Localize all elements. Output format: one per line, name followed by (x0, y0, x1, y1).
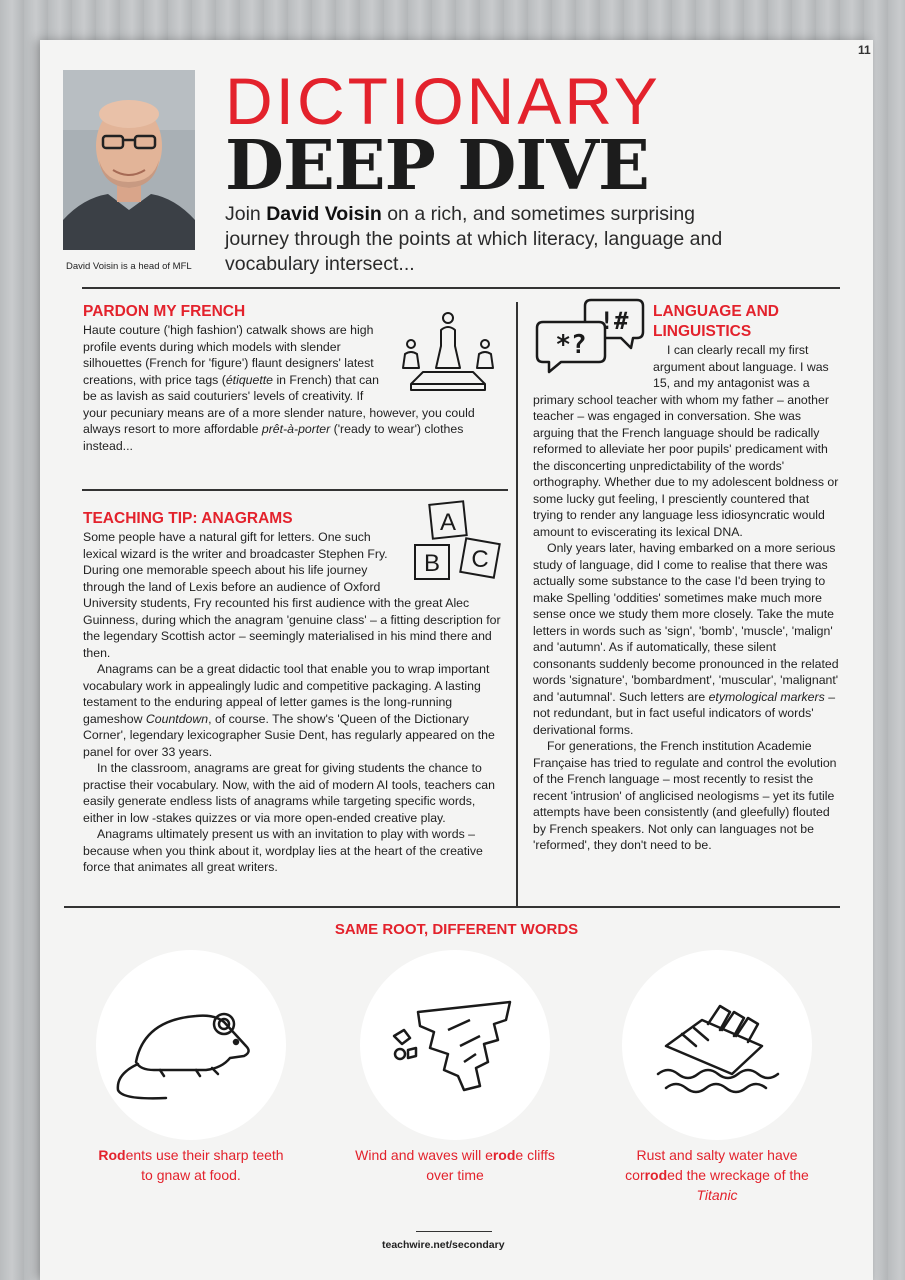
anagrams-countdown: Countdown (145, 711, 209, 726)
anagrams-section (83, 509, 507, 876)
abc-blocks-icon (411, 499, 507, 589)
caption-3-post: ed the wreckage of the (667, 1167, 809, 1183)
caption-3-pre: Rust and salty water have cor (625, 1147, 798, 1183)
speech-bubbles-icon (533, 298, 647, 378)
linguistics-heading-1: LANGUAGE AND (653, 303, 780, 320)
caption-3-titanic: Titanic (696, 1187, 738, 1203)
linguistics-body (533, 302, 841, 854)
footer-url[interactable]: teachwire.net/secondary (382, 1239, 505, 1251)
anagrams-heading: TEACHING TIP: ANAGRAMS (83, 510, 293, 527)
block-letter-a: A (439, 509, 457, 536)
column-divider (516, 302, 518, 907)
magazine-page (40, 40, 873, 1280)
anagrams-p2 (83, 661, 507, 760)
pardon-heading: PARDON MY FRENCH (83, 303, 246, 320)
caption-2-post: e cliffs over time (426, 1147, 555, 1183)
footer-rule (416, 1231, 492, 1232)
linguistics-p2-text-1: Only years later, having embarked on a more serious study of language, did I come to realise that there was actually some substance to the case I'd been trying to make Spelling 'oddities' sometimes make much more sense once we study them more closely. Take the mute letters in words such as 'sign', 'bomb', 'muscle', 'malign' and 'autumn'. As if automatically, these silent consonants suddenly become pronounced in the related words 'signature', 'bombardment', 'muscular', 'malignant' and 'autumnal'. Such letters are (533, 541, 839, 704)
bubble-symbols-1: !# (599, 307, 629, 335)
cliff-circle (360, 950, 550, 1140)
linguistics-heading-2: LINGUISTICS (653, 323, 752, 340)
title-line-2: DEEP DIVE (225, 126, 649, 206)
bottom-divider (64, 906, 840, 908)
linguistics-p2 (533, 540, 841, 738)
linguistics-p2-text-2: – not redundant, but in fact useful indicators of words' derivational forms. (533, 689, 836, 737)
pardon-etiquette: étiquette (225, 372, 274, 387)
rodent-circle (96, 950, 286, 1140)
pardon-body (83, 322, 503, 454)
left-section-divider (82, 489, 508, 491)
intro-post: on a rich, and sometimes surprising journey through the points at which literacy, language and vocabulary intersect... (225, 203, 723, 275)
caption-erode (355, 1145, 555, 1185)
eroding-cliff-icon (360, 950, 550, 1140)
catwalk-illustration (393, 310, 503, 396)
author-caption: David Voisin is a head of MFL (66, 261, 192, 272)
shipwreck-circle (622, 950, 812, 1140)
intro-author-name: David Voisin (266, 203, 382, 225)
speech-bubbles-illustration (533, 298, 647, 378)
anagrams-p1: Some people have a natural gift for letters. One such lexical wizard is the writer and broadcaster Stephen Fry. During one memorable speech about his life journey through the land of Lexis before an audience of Oxford University students, Fry recounted his first audience with the great Alec Guinness, during which the anagram 'genuine class' – a fitting description for the legendary Scottish actor – seemingly materialised in his mind there and then. (83, 530, 501, 660)
pardon-text-1: Haute couture ('high fashion') catwalk shows are high profile events during which models with slender silhouettes (French for 'figure') flaunt designers' latest creations, with price tags ( (83, 323, 374, 387)
letter-blocks-illustration (411, 499, 507, 589)
same-root-heading: SAME ROOT, DIFFERENT WORDS (334, 921, 579, 938)
anagrams-p2-text-2: , of course. The show's 'Queen of the Dictionary Corner', legendary lexicographer Susie Dent, has regularly appeared on the panel for over 33 years. (83, 711, 495, 759)
block-letter-b: B (423, 550, 441, 577)
author-portrait-image (63, 70, 195, 250)
anagrams-p4: Anagrams ultimately present us with an invitation to play with words – because when you think about it, wordplay lies at the heart of the creative force that animates all great writers. (83, 827, 483, 874)
linguistics-etymological-markers: etymological markers (708, 689, 825, 704)
caption-3-root: rod (644, 1167, 668, 1183)
pardon-pret-a-porter: prêt-à-porter (261, 422, 331, 436)
same-root-heading-wrap (40, 920, 873, 940)
caption-rodents (91, 1145, 291, 1185)
linguistics-p3: For generations, the French institution Academie Française has tried to regulate and control the evolution of the French language – most recently to resist the recent 'intrusion' of anglicised neologisms – yet its futile attempts have been consistently (and gleefully) flouted by French speakers. Not only can languages not be 'reformed', they don't need to be. (533, 739, 837, 852)
anagrams-p2-text-1: Anagrams can be a great didactic tool that enable you to wrap important vocabulary work in appealingly ludic and competitive packaging. A lasting testament to the enduring appeal of letter games is the long-running gameshow (83, 662, 490, 726)
header-divider (82, 287, 840, 289)
anagrams-p3: In the classroom, anagrams are great for giving students the chance to practise their vocabulary. Now, with the aid of modern AI tools, teachers can easily generate endless lists of anagrams while targeting specific words, either in low -stakes quizzes or via more open-ended creative play. (83, 761, 495, 825)
catwalk-icon (393, 310, 503, 396)
page-number: 11 (858, 43, 871, 57)
caption-1-root: Rod (98, 1147, 126, 1163)
caption-corroded (617, 1145, 817, 1205)
caption-2-root: rod (492, 1147, 516, 1163)
rat-icon (96, 950, 286, 1140)
pardon-text-3: ('ready to wear') clothes instead... (83, 422, 464, 453)
intro-text (225, 202, 745, 277)
linguistics-p1: I can clearly recall my first argument about language. I was 15, and my antagonist was a primary school teacher with whom my father – another teacher – was engaged in conversation. She was arguing that the French language should be radically reformed to alleviate her poor pupils' predicament with the disconcerting unpredictability of the words' orthography. Whether due to my adolescent boldness or some lucky gut feeling, I presciently countered that trying to render any language less idiosyncratic would amount to eviscerating its lexical DNA. (533, 343, 839, 539)
intro-pre: Join (225, 203, 267, 225)
caption-2-pre: Wind and waves will e (355, 1147, 493, 1163)
linguistics-section (533, 302, 841, 854)
caption-1-post: ents use their sharp teeth to gnaw at food. (125, 1147, 284, 1183)
title-line-1: DICTIONARY (225, 64, 661, 138)
pardon-text-2: in French) that can be as lavish as said couturiers' levels of creativity. If your pecuniary means are of a more slender nature, however, you could always resort to more affordable (83, 372, 475, 436)
block-letter-c: C (471, 546, 489, 573)
sinking-ship-icon (622, 950, 812, 1140)
pardon-section (83, 302, 503, 454)
author-photo (63, 70, 195, 250)
bubble-symbols-2: *? (555, 330, 587, 360)
